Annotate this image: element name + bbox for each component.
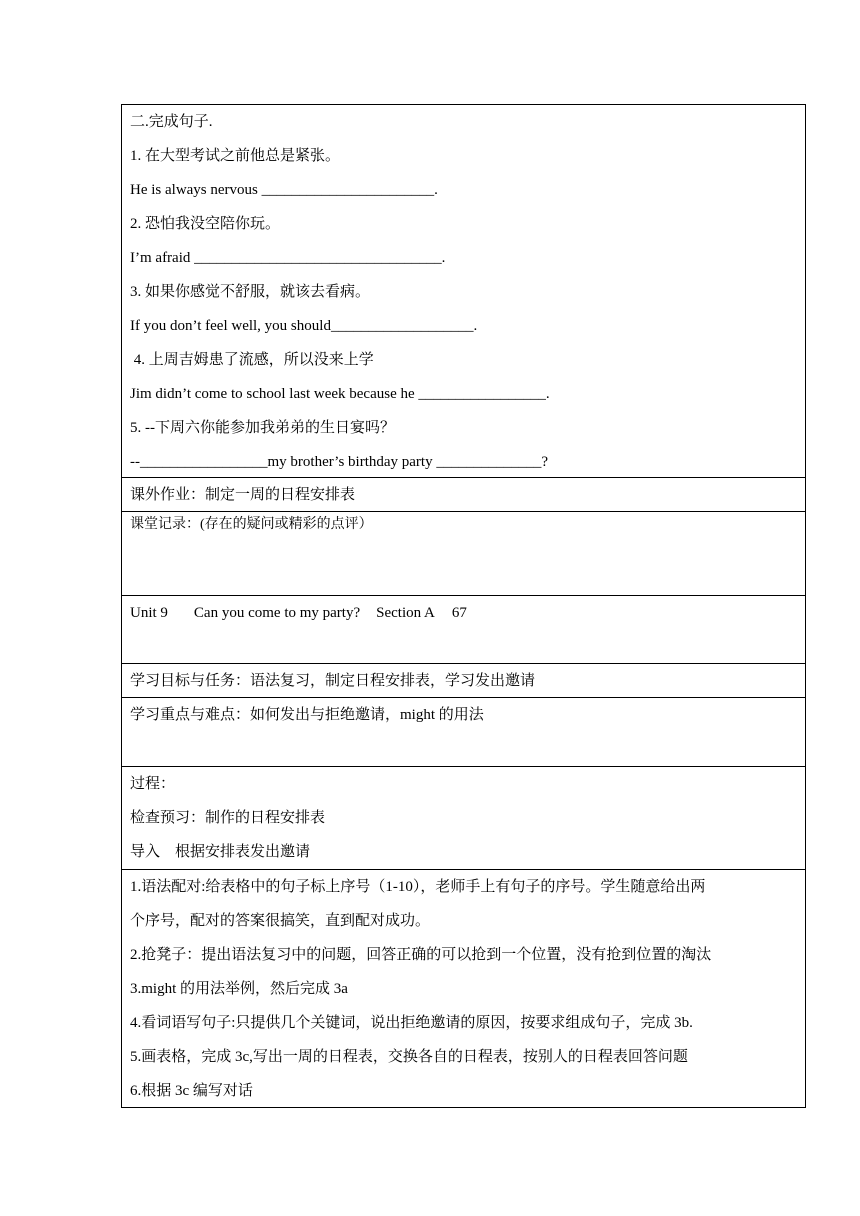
page-number: 67: [451, 605, 467, 621]
goals-text: 学习目标与任务：语法复习，制定日程安排表，学习发出邀请: [130, 673, 536, 689]
section-heading: 二.完成句子.: [130, 114, 213, 130]
step-line-3: 2.抢凳子：提出语法复习中的问题，回答正确的可以抢到一个位置，没有抢到位置的淘汰: [130, 947, 712, 963]
class-notes-label: 课堂记录：(存在的疑问或精彩的点评）: [130, 517, 373, 532]
sentence-2-english: I’m afraid _________________________________.: [130, 250, 446, 266]
sentence-1-chinese: 1. 在大型考试之前他总是紧张。: [130, 148, 341, 164]
key-points-text: 学习重点与难点：如何发出与拒绝邀请，might 的用法: [130, 707, 484, 723]
homework-cell: [122, 478, 805, 512]
process-cell: [122, 767, 805, 870]
unit-section: Section A: [376, 605, 435, 621]
sentence-5-english: --_________________my brother’s birthday party ______________?: [130, 454, 549, 470]
steps-cell: [122, 870, 805, 1107]
step-line-6: 5.画表格，完成 3c,写出一周的日程表，交换各自的日程表，按别人的日程表回答问题: [130, 1049, 688, 1065]
step-line-4: 3.might 的用法举例，然后完成 3a: [130, 981, 348, 997]
step-line-2: 个序号，配对的答案很搞笑，直到配对成功。: [130, 913, 431, 929]
unit-number: Unit 9: [130, 605, 168, 621]
key-points-cell: [122, 698, 805, 767]
sentence-3-chinese: 3. 如果你感觉不舒服，就该去看病。: [130, 284, 371, 300]
lead-in-text: 导入 根据安排表发出邀请: [130, 844, 311, 860]
preview-check-text: 检查预习：制作的日程安排表: [130, 810, 326, 826]
lesson-plan-table: [121, 104, 806, 1108]
sentence-1-english: He is always nervous _______________________.: [130, 182, 438, 198]
step-line-7: 6.根据 3c 编写对话: [130, 1083, 253, 1099]
unit-title-cell: [122, 596, 805, 664]
sentence-4-english: Jim didn’t come to school last week because he _________________.: [130, 386, 550, 402]
homework-text: 课外作业：制定一周的日程安排表: [130, 487, 356, 503]
sentence-3-english: If you don’t feel well, you should___________________.: [130, 318, 478, 334]
step-line-5: 4.看词语写句子:只提供几个关键词，说出拒绝邀请的原因，按要求组成句子，完成 3b.: [130, 1015, 693, 1031]
sentence-5-chinese: 5. --下周六你能参加我弟弟的生日宴吗？: [130, 420, 395, 436]
complete-sentences-cell: [122, 105, 805, 478]
sentence-2-chinese: 2. 恐怕我没空陪你玩。: [130, 216, 281, 232]
unit-title: [130, 596, 797, 630]
goals-cell: [122, 664, 805, 698]
sentence-4-chinese: 4. 上周吉姆患了流感，所以没来上学: [130, 352, 374, 368]
unit-name: Can you come to my party?: [193, 605, 361, 621]
process-heading: 过程：: [130, 776, 176, 792]
step-line-1: 1.语法配对:给表格中的句子标上序号（1-10），老师手上有句子的序号。学生随意给出两: [130, 879, 706, 895]
class-notes-cell: [122, 512, 805, 596]
